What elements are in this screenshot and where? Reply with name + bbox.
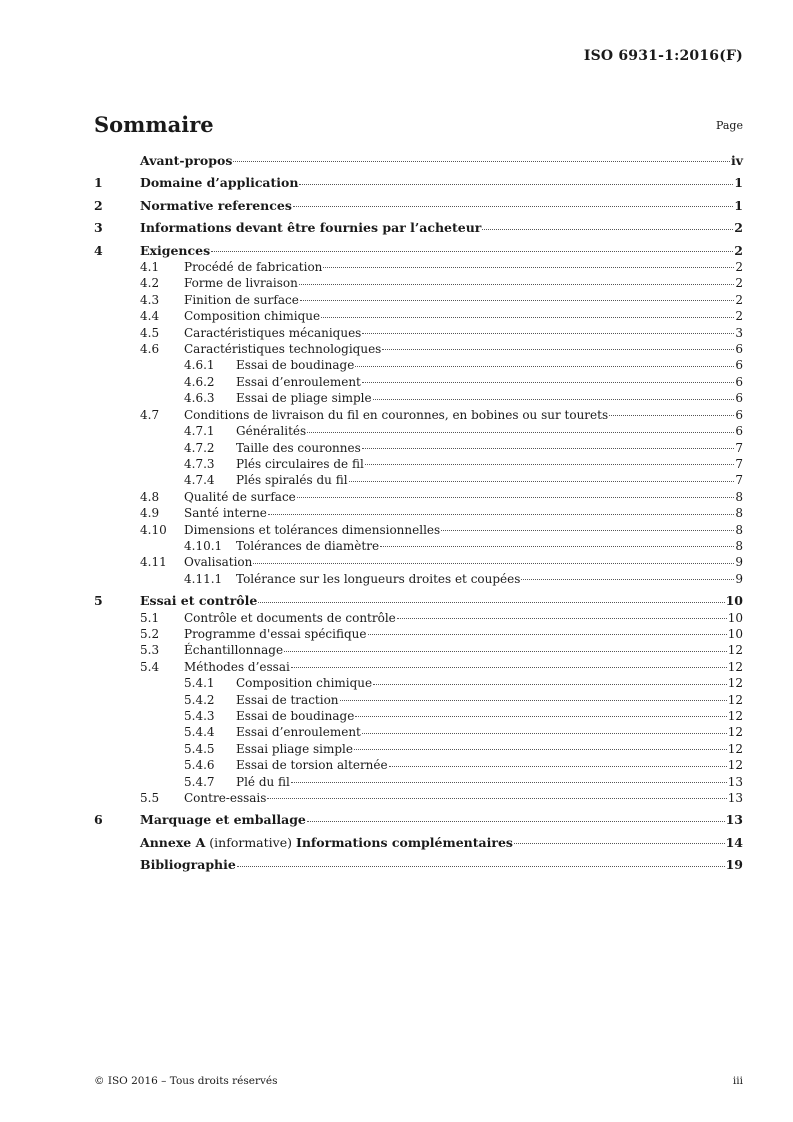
toc-entry[interactable] bbox=[94, 341, 743, 357]
toc-entry-page: 19 bbox=[725, 857, 743, 873]
toc-entry[interactable] bbox=[94, 593, 743, 609]
toc-dot-leader bbox=[321, 317, 734, 318]
toc-entry-number: 4.5 bbox=[140, 325, 160, 340]
toc-entry[interactable] bbox=[94, 259, 743, 275]
toc-entry-number: 4.11.1 bbox=[184, 571, 223, 586]
toc-entry-page: 9 bbox=[735, 571, 743, 586]
toc-dot-leader bbox=[362, 733, 727, 734]
toc-dot-leader bbox=[233, 161, 730, 162]
toc-entry-title: Plés circulaires de fil bbox=[236, 456, 364, 471]
toc-entry-title: Tolérance sur les longueurs droites et coupées bbox=[236, 571, 521, 586]
toc-entry-page: 2 bbox=[735, 260, 743, 275]
toc-entry-title: Essai de boudinage bbox=[236, 358, 355, 373]
toc-entry-number: 5.4.3 bbox=[184, 709, 215, 723]
toc-entry[interactable] bbox=[94, 571, 743, 587]
toc-entry-title: Procédé de fabrication bbox=[184, 260, 323, 275]
toc-dot-leader bbox=[211, 251, 733, 252]
toc-entry[interactable] bbox=[94, 243, 743, 259]
toc-dot-leader bbox=[380, 546, 734, 547]
toc-entry-number: 4.7.1 bbox=[184, 424, 215, 439]
toc-entry-page: 8 bbox=[735, 538, 743, 553]
toc-dot-leader bbox=[355, 366, 734, 367]
toc-entry-page: 13 bbox=[727, 791, 743, 806]
toc-entry-number: 1 bbox=[94, 175, 103, 191]
toc-entry[interactable] bbox=[94, 472, 743, 488]
toc-entry[interactable] bbox=[94, 423, 743, 439]
toc-entry-title: Essai et contrôle bbox=[140, 593, 258, 609]
toc-entry-number: 5.4.5 bbox=[184, 741, 215, 756]
toc-dot-leader bbox=[284, 651, 727, 652]
toc-entry-page: 6 bbox=[735, 424, 743, 439]
toc-entry[interactable] bbox=[94, 325, 743, 341]
toc-dot-leader bbox=[297, 497, 735, 498]
toc-entry-number: 5 bbox=[94, 593, 103, 609]
toc-entry-title: Contrôle et documents de contrôle bbox=[184, 610, 396, 625]
toc-entry[interactable] bbox=[94, 275, 743, 291]
toc-entry[interactable] bbox=[94, 724, 743, 740]
toc-entry-page: 1 bbox=[734, 197, 743, 213]
toc-entry-page: 10 bbox=[727, 626, 743, 641]
toc-entry-title: Conditions de livraison du fil en couronnes, en bobines ou sur tourets bbox=[184, 407, 609, 422]
toc-dot-leader bbox=[300, 300, 735, 301]
toc-entry-number: 4 bbox=[94, 242, 103, 258]
toc-dot-leader bbox=[382, 349, 734, 350]
toc-entry-page: 9 bbox=[735, 555, 743, 570]
toc-entry[interactable] bbox=[94, 489, 743, 505]
toc-entry[interactable] bbox=[94, 774, 743, 790]
toc-entry-number: 5.4.2 bbox=[184, 692, 215, 707]
toc-entry-page: 2 bbox=[734, 220, 743, 236]
toc-entry-page: 12 bbox=[727, 725, 743, 740]
toc-entry-page: 2 bbox=[735, 292, 743, 307]
toc-entry-page: iv bbox=[730, 153, 743, 168]
toc-dot-leader bbox=[349, 481, 735, 482]
toc-entry-page: 13 bbox=[727, 774, 743, 789]
toc-dot-leader bbox=[514, 843, 725, 844]
toc-entry[interactable] bbox=[94, 857, 743, 873]
toc-dot-leader bbox=[258, 602, 724, 603]
toc-entry-page: 12 bbox=[727, 709, 743, 723]
toc-entry[interactable] bbox=[94, 175, 743, 191]
toc-dot-leader bbox=[355, 716, 726, 717]
toc-entry-title: Forme de livraison bbox=[184, 276, 298, 291]
toc-entry-page: 2 bbox=[735, 276, 743, 291]
toc-entry[interactable] bbox=[94, 505, 743, 521]
footer-page-number: iii bbox=[732, 1075, 743, 1087]
toc-entry[interactable] bbox=[94, 757, 743, 773]
toc-dot-leader bbox=[362, 448, 735, 449]
toc-entry[interactable] bbox=[94, 741, 743, 757]
toc-entry-title: Échantillonnage bbox=[184, 643, 284, 658]
toc-entry[interactable] bbox=[94, 659, 743, 675]
toc-entry-number: 4.6.2 bbox=[184, 374, 215, 389]
toc-entry[interactable] bbox=[94, 308, 743, 324]
toc-entry-page: 6 bbox=[735, 374, 743, 389]
toc-entry-page: 12 bbox=[727, 692, 743, 707]
toc-entry[interactable] bbox=[94, 538, 743, 554]
toc-dot-leader bbox=[362, 333, 734, 334]
toc-entry-number: 4.11 bbox=[140, 555, 167, 570]
toc-entry-number: 4.6.3 bbox=[184, 391, 215, 406]
toc-entry[interactable] bbox=[94, 522, 743, 538]
toc-dot-leader bbox=[291, 782, 727, 783]
toc-entry-page: 7 bbox=[735, 456, 743, 471]
toc-entry-page: 8 bbox=[735, 522, 743, 537]
toc-entry-number: 4.7.3 bbox=[184, 456, 215, 471]
toc-entry-number: 5.4.6 bbox=[184, 758, 215, 773]
toc-dot-leader bbox=[609, 415, 734, 416]
toc-dot-leader bbox=[299, 184, 733, 185]
toc-entry-number: 5.1 bbox=[140, 610, 160, 625]
toc-entry-title: Essai d’enroulement bbox=[236, 374, 361, 389]
toc-entry-page: 3 bbox=[735, 325, 743, 340]
toc-entry[interactable] bbox=[94, 708, 743, 724]
toc-dot-leader bbox=[323, 267, 734, 268]
toc-dot-leader bbox=[291, 667, 727, 668]
toc-entry-title: Composition chimique bbox=[236, 676, 373, 691]
toc-entry-title: Composition chimique bbox=[184, 309, 321, 324]
toc-dot-leader bbox=[389, 766, 727, 767]
toc-entry-title: Exigences bbox=[140, 242, 211, 258]
toc-entry-page: 12 bbox=[727, 758, 743, 773]
toc-dot-leader bbox=[267, 798, 726, 799]
toc-dot-leader bbox=[293, 206, 733, 207]
toc-entry-title-part: Annexe A bbox=[140, 834, 206, 850]
toc-entry-page: 12 bbox=[727, 659, 743, 674]
document-id: ISO 6931-1:2016(F) bbox=[583, 48, 743, 64]
toc-entry-number: 5.3 bbox=[140, 643, 160, 658]
toc-entry-title-part: Informations complémentaires bbox=[295, 834, 513, 850]
toc-dot-leader bbox=[397, 618, 727, 619]
toc-entry[interactable] bbox=[94, 692, 743, 708]
toc-entry-title: Qualité de surface bbox=[184, 489, 296, 504]
toc-entry-number: 4.10.1 bbox=[184, 538, 223, 553]
toc-entry-title: Méthodes d’essai bbox=[184, 659, 290, 674]
toc-entry[interactable] bbox=[94, 812, 743, 828]
toc-entry-title: Essai d’enroulement bbox=[236, 725, 361, 740]
toc-entry-page: 10 bbox=[725, 593, 743, 609]
toc-entry[interactable] bbox=[94, 835, 743, 851]
toc-entry-page: 6 bbox=[735, 407, 743, 422]
toc-entry-number: 4.2 bbox=[140, 276, 160, 291]
toc-entry-page: 6 bbox=[735, 358, 743, 373]
toc-entry-page: 13 bbox=[725, 812, 743, 828]
toc-dot-leader bbox=[237, 866, 725, 867]
toc-dot-leader bbox=[299, 284, 735, 285]
toc-entry-title: Tolérances de diamètre bbox=[236, 538, 380, 553]
toc-entry[interactable] bbox=[94, 198, 743, 214]
toc-dot-leader bbox=[253, 563, 734, 564]
toc-entry[interactable] bbox=[94, 407, 743, 423]
toc-entry-number: 5.4.4 bbox=[184, 725, 215, 740]
toc-entry[interactable] bbox=[94, 456, 743, 472]
toc-entry-page: 6 bbox=[735, 342, 743, 357]
toc-entry-page: 6 bbox=[735, 391, 743, 406]
toc-entry[interactable] bbox=[94, 642, 743, 658]
toc-dot-leader bbox=[340, 700, 727, 701]
toc-entry-title: Plés spiralés du fil bbox=[236, 473, 348, 488]
toc-entry-title: Plé du fil bbox=[236, 774, 290, 789]
toc-entry[interactable] bbox=[94, 153, 743, 169]
toc-entry-title: Généralités bbox=[236, 424, 307, 439]
toc-entry-page: 14 bbox=[725, 834, 743, 850]
toc-entry-number: 4.8 bbox=[140, 489, 160, 504]
toc-dot-leader bbox=[373, 399, 735, 400]
toc-dot-leader bbox=[365, 464, 735, 465]
toc-dot-leader bbox=[521, 579, 734, 580]
toc-entry-number: 4.7.2 bbox=[184, 440, 215, 455]
toc-dot-leader bbox=[354, 749, 727, 750]
toc-entry-number: 2 bbox=[94, 197, 103, 213]
toc-dot-leader bbox=[307, 432, 734, 433]
toc-dot-leader bbox=[368, 634, 727, 635]
toc-entry[interactable] bbox=[94, 390, 743, 406]
toc-entry-title: Domaine d’application bbox=[140, 175, 299, 191]
toc-entry-title: Bibliographie bbox=[140, 857, 236, 873]
toc-entry-title-qualifier: (informative) bbox=[205, 834, 296, 850]
table-of-contents bbox=[94, 153, 743, 874]
page-column-label: Page bbox=[715, 119, 743, 132]
toc-dot-leader bbox=[441, 530, 734, 531]
toc-entry-page: 7 bbox=[735, 440, 743, 455]
toc-entry-page: 7 bbox=[735, 473, 743, 488]
toc-entry[interactable] bbox=[94, 675, 743, 691]
toc-entry-title: Essai de boudinage bbox=[236, 709, 355, 723]
toc-dot-leader bbox=[268, 514, 734, 515]
toc-entry-title: Marquage et emballage bbox=[140, 812, 306, 828]
toc-entry-title: Caractéristiques mécaniques bbox=[184, 325, 362, 340]
toc-entry-number: 5.2 bbox=[140, 626, 160, 641]
toc-entry-number: 4.7.4 bbox=[184, 473, 215, 488]
toc-entry-title: Taille des couronnes bbox=[236, 440, 361, 455]
toc-entry-page: 1 bbox=[734, 175, 743, 191]
toc-entry[interactable] bbox=[94, 220, 743, 236]
toc-entry-title: Santé interne bbox=[184, 506, 267, 521]
toc-entry-number: 4.9 bbox=[140, 506, 160, 521]
toc-entry-page: 10 bbox=[727, 610, 743, 625]
toc-entry-number: 4.1 bbox=[140, 260, 160, 275]
toc-entry-number: 6 bbox=[94, 812, 103, 828]
toc-entry-title: Ovalisation bbox=[184, 555, 253, 570]
toc-entry-page: 12 bbox=[727, 676, 743, 691]
toc-entry-page: 8 bbox=[735, 489, 743, 504]
toc-entry[interactable] bbox=[94, 626, 743, 642]
footer-copyright: © ISO 2016 – Tous droits réservés bbox=[94, 1075, 278, 1087]
toc-entry-title: Essai de pliage simple bbox=[236, 391, 372, 406]
toc-entry-title bbox=[140, 835, 513, 851]
page-title: Sommaire bbox=[94, 112, 214, 137]
toc-dot-leader bbox=[373, 684, 727, 685]
toc-entry-title: Normative references bbox=[140, 197, 292, 213]
toc-entry-title: Contre-essais bbox=[184, 791, 267, 806]
toc-entry-title: Essai de torsion alternée bbox=[236, 758, 388, 773]
toc-entry-number: 3 bbox=[94, 220, 103, 236]
toc-entry-number: 4.6.1 bbox=[184, 358, 215, 373]
toc-entry-number: 5.4.1 bbox=[184, 676, 215, 691]
toc-entry-title: Informations devant être fournies par l’acheteur bbox=[140, 220, 482, 236]
toc-entry[interactable] bbox=[94, 440, 743, 456]
toc-dot-leader bbox=[307, 821, 725, 822]
toc-entry[interactable] bbox=[94, 357, 743, 373]
toc-entry[interactable] bbox=[94, 292, 743, 308]
toc-entry[interactable] bbox=[94, 374, 743, 390]
toc-entry-number: 4.10 bbox=[140, 522, 167, 537]
toc-entry-number: 5.5 bbox=[140, 791, 160, 806]
toc-entry[interactable] bbox=[94, 790, 743, 806]
toc-entry-title: Essai pliage simple bbox=[236, 741, 353, 756]
toc-entry[interactable] bbox=[94, 610, 743, 626]
toc-entry-title: Caractéristiques technologiques bbox=[184, 342, 382, 357]
toc-entry-title: Essai de traction bbox=[236, 692, 339, 707]
toc-entry-number: 4.3 bbox=[140, 292, 160, 307]
toc-entry-title: Finition de surface bbox=[184, 292, 299, 307]
toc-entry-number: 4.7 bbox=[140, 407, 160, 422]
toc-entry-page: 12 bbox=[727, 643, 743, 658]
toc-entry-page: 2 bbox=[734, 242, 743, 258]
toc-entry-page: 12 bbox=[727, 741, 743, 756]
toc-entry-number: 5.4.7 bbox=[184, 774, 215, 789]
toc-entry-title: Avant-propos bbox=[140, 153, 233, 168]
toc-entry-number: 5.4 bbox=[140, 659, 160, 674]
toc-entry-page: 8 bbox=[735, 506, 743, 521]
toc-entry-title: Dimensions et tolérances dimensionnelles bbox=[184, 522, 441, 537]
toc-dot-leader bbox=[482, 229, 733, 230]
toc-entry-number: 4.6 bbox=[140, 342, 160, 357]
toc-entry-page: 2 bbox=[735, 309, 743, 324]
toc-dot-leader bbox=[362, 382, 734, 383]
toc-entry-title: Programme d'essai spécifique bbox=[184, 626, 367, 641]
toc-entry[interactable] bbox=[94, 554, 743, 570]
toc-entry-number: 4.4 bbox=[140, 309, 160, 324]
